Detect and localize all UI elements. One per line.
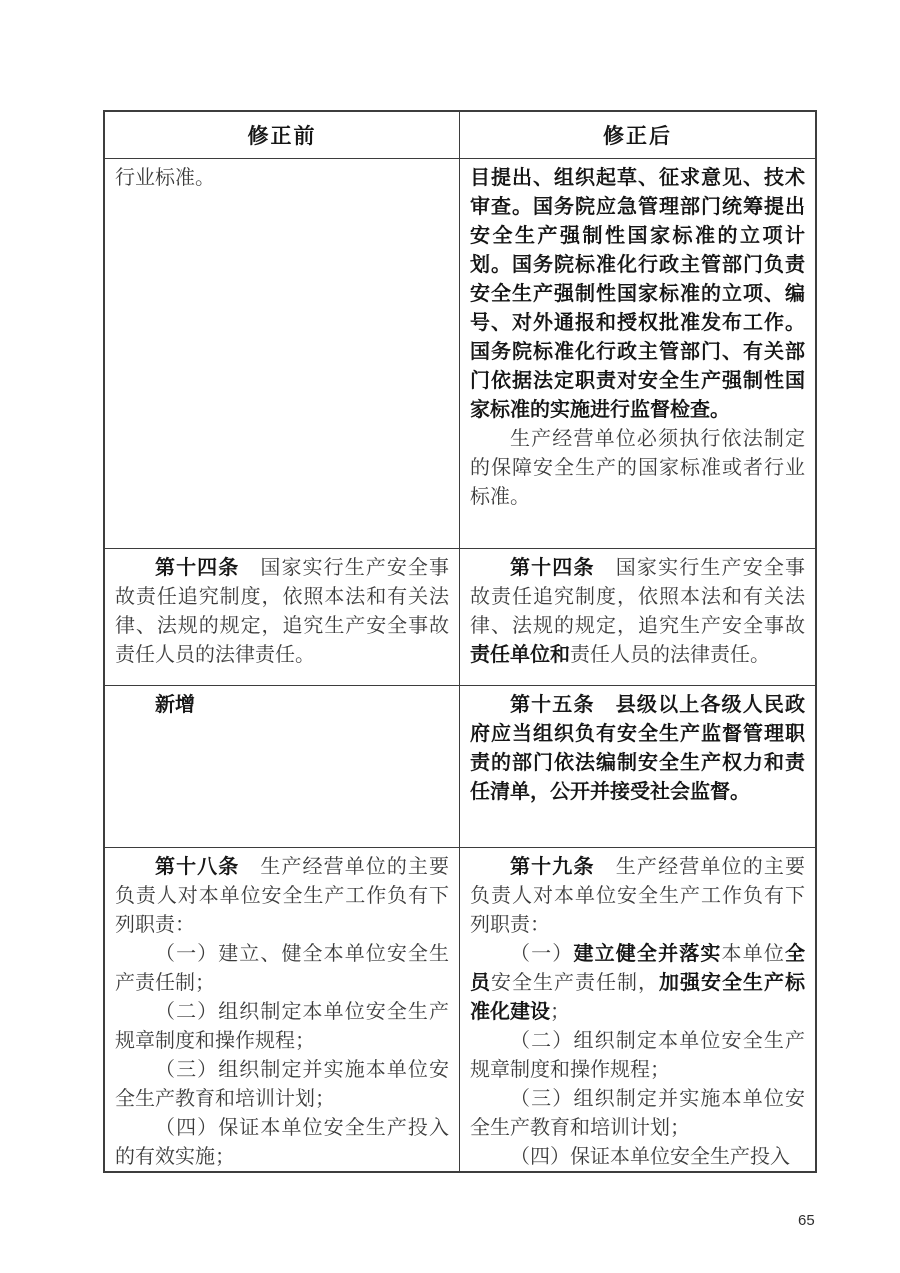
amended-text-run: 第十八条 [155, 856, 240, 878]
paragraph [115, 1056, 449, 1114]
paragraph [115, 998, 449, 1056]
text-run: （二）组织制定本单位安全生产规章制度和操作规程； [470, 1030, 805, 1081]
cell-after-amendment [460, 686, 815, 847]
text-run: （一） [510, 943, 574, 965]
paragraph [115, 853, 449, 940]
table-body [105, 158, 815, 1171]
table-row [105, 685, 815, 847]
amended-text-run: 第十四条 [510, 557, 595, 579]
table-header-before: 修正前 [105, 112, 460, 158]
paragraph [470, 1027, 805, 1085]
paragraph [470, 1085, 805, 1143]
paragraph [470, 164, 805, 425]
cell-after-amendment [460, 848, 815, 1171]
table-row [105, 158, 815, 548]
text-run: （四）保证本单位安全生产投入的有效实施； [115, 1117, 449, 1168]
cell-before-amendment [105, 686, 460, 847]
paragraph [470, 554, 805, 670]
comparison-table [103, 110, 817, 1173]
amended-text-run: 新增 [155, 694, 195, 716]
text-run: （四）保证本单位安全生产投入 [510, 1146, 790, 1168]
paragraph [470, 691, 805, 807]
paragraph [470, 940, 805, 1027]
text-run: （三）组织制定并实施本单位安全生产教育和培训计划； [470, 1088, 805, 1139]
table-row [105, 548, 815, 685]
cell-after-amendment [460, 549, 815, 685]
text-run: 责任人员的法律责任。 [570, 644, 770, 666]
paragraph [115, 1114, 449, 1171]
text-run: 安全生产责任制， [491, 972, 659, 994]
cell-after-amendment [460, 159, 815, 548]
amended-text-run: 第十四条 [155, 557, 240, 579]
table-header-row [105, 112, 815, 158]
text-run: 生产经营单位必须执行依法制定的保障安全生产的国家标准或者行业标准。 [470, 428, 805, 508]
table-row [105, 847, 815, 1171]
text-run: （一）建立、健全本单位安全生产责任制； [115, 943, 449, 994]
paragraph [115, 691, 449, 720]
text-run: 本单位 [721, 943, 786, 965]
amended-text-run: 加强安全生产标准化建设 [470, 972, 805, 1023]
amended-text-run: 第十九条 [510, 856, 595, 878]
paragraph [115, 164, 449, 193]
text-run: 国家实行生产安全事故责任追究制度，依照本法和有关法律、法规的规定，追究生产安全事故 [470, 557, 806, 637]
cell-before-amendment [105, 159, 460, 548]
cell-before-amendment [105, 549, 460, 685]
text-run: ； [550, 1001, 570, 1023]
amended-text-run: 责任单位和 [470, 644, 570, 666]
amended-text-run: 建立健全并落实 [573, 943, 722, 965]
amended-text-run: 全员 [470, 943, 806, 994]
text-run: 行业标准。 [115, 167, 215, 189]
amended-text-run: 第十五条 县级以上各级人民政府应当组织负有安全生产监督管理职责的部门依法编制安全生产权力和责任清单，公开并接受社会监督。 [470, 694, 805, 803]
paragraph [115, 554, 449, 670]
paragraph [115, 940, 449, 998]
paragraph [470, 1143, 805, 1171]
paragraph [470, 853, 805, 940]
page-number: 65 [798, 1212, 815, 1229]
table-header-after: 修正后 [603, 125, 672, 148]
cell-before-amendment [105, 848, 460, 1171]
text-run: 生产经营单位的主要负责人对本单位安全生产工作负有下列职责： [115, 856, 450, 936]
text-run: （三）组织制定并实施本单位安全生产教育和培训计划； [115, 1059, 449, 1110]
text-run: 国家实行生产安全事故责任追究制度，依照本法和有关法律、法规的规定，追究生产安全事故责任人员的法律责任。 [115, 557, 450, 666]
amended-text-run: 目提出、组织起草、征求意见、技术审查。国务院应急管理部门统筹提出安全生产强制性国家标准的立项计划。国务院标准化行政主管部门负责安全生产强制性国家标准的立项、编号、对外通报和授权批准发布工作。国务院标准化行政主管部门、有关部门依据法定职责对安全生产强制性国家标准的实施进行监督检查。 [470, 167, 805, 421]
text-run: （二）组织制定本单位安全生产规章制度和操作规程； [115, 1001, 449, 1052]
text-run: 生产经营单位的主要负责人对本单位安全生产工作负有下列职责： [470, 856, 806, 936]
paragraph [470, 425, 805, 512]
